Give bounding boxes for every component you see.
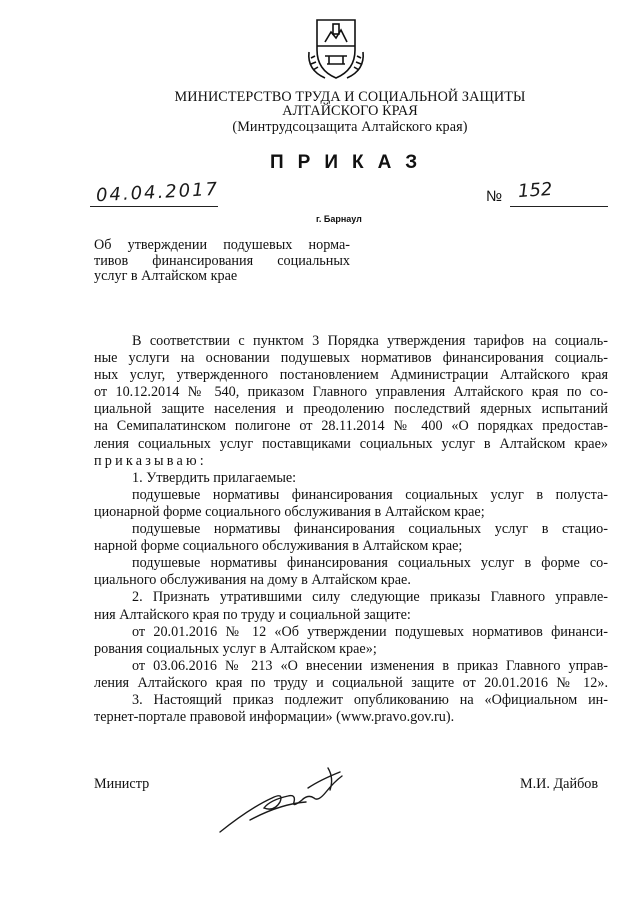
document-date: 04.04.2017: [95, 178, 220, 207]
body-line: ления Алтайского края по труду и социальной защите от 20.01.2016 № 12».: [94, 674, 608, 691]
body-line: от 20.01.2016 № 12 «Об утверждении подушевых нормативов финанси-: [132, 623, 608, 640]
body-line: рования социальных услуг в Алтайском крае»;: [94, 640, 377, 657]
body-line: В соответствии с пунктом 3 Порядка утверждения тарифов на социаль-: [132, 333, 608, 349]
handwritten-signature: [210, 758, 370, 838]
subject-line: Об утверждении подушевых норма-: [94, 237, 350, 253]
body-line: тернет-портале правовой информации» (www.pravo.gov.ru).: [94, 709, 455, 726]
decree-word: приказываю:: [94, 452, 207, 469]
body-line: ления социальных услуг поставщиками социальных услуг в Алтайском крае»: [94, 435, 608, 452]
body-line: ционарной форме социального обслуживания в Алтайском крае;: [94, 503, 485, 520]
body-line: 2. Признать утратившими силу следующие приказы Главного управле-: [132, 589, 608, 606]
subject-line: услуг в Алтайском крае: [94, 268, 238, 284]
body-line: 1. Утвердить прилагаемые:: [132, 469, 297, 486]
signatory-position: Министр: [94, 776, 150, 792]
body-line: от 10.12.2014 № 540, приказом Главного управления Алтайского края по со-: [94, 384, 608, 401]
body-line: циальной защите населения и преодолению последствий ядерных испытаний: [94, 401, 608, 418]
body-line: циального обслуживания на дому в Алтайском крае.: [94, 572, 411, 589]
body-line: подушевые нормативы финансирования социальных услуг в полуста-: [132, 486, 608, 503]
body-line: нарной форме социального обслуживания в Алтайском крае;: [94, 538, 463, 555]
number-underline: [510, 206, 608, 207]
body-line: ния Алтайского края по труду и социальной защите:: [94, 606, 411, 623]
document-type-title: ПРИКАЗ: [270, 152, 432, 173]
body-line: ных услуг, утвержденного постановлением Администрации Алтайского края: [94, 367, 608, 384]
ministry-short-name: (Минтрудсоцзащита Алтайского края): [232, 119, 468, 135]
ministry-name-line2: АЛТАЙСКОГО КРАЯ: [282, 103, 418, 119]
body-line: на Семипалатинском полигоне от 28.11.2014 № 400 «О порядках предостав-: [94, 418, 608, 435]
city-label: г. Барнаул: [316, 214, 362, 224]
document-number: 152: [517, 178, 554, 203]
order-subject: [94, 238, 350, 285]
order-body: [94, 333, 608, 726]
signatory-name: М.И. Дайбов: [520, 776, 599, 792]
body-line: 3. Настоящий приказ подлежит опубликованию на «Официальном ин-: [132, 691, 608, 708]
number-label: №: [486, 188, 503, 205]
date-underline: [90, 206, 218, 207]
body-line: подушевые нормативы финансирования социальных услуг в стацио-: [132, 521, 608, 538]
body-line: ные услуги на основании подушевых нормативов финансирования социаль-: [94, 350, 608, 367]
subject-line: тивов финансирования социальных: [94, 252, 350, 269]
body-line: от 03.06.2016 № 213 «О внесении изменения в приказ Главного управ-: [132, 657, 608, 674]
coat-of-arms-icon: [305, 12, 367, 84]
body-line: подушевые нормативы финансирования социальных услуг в форме со-: [132, 555, 608, 572]
ministry-name-line1: МИНИСТЕРСТВО ТРУДА И СОЦИАЛЬНОЙ ЗАЩИТЫ: [174, 89, 526, 105]
